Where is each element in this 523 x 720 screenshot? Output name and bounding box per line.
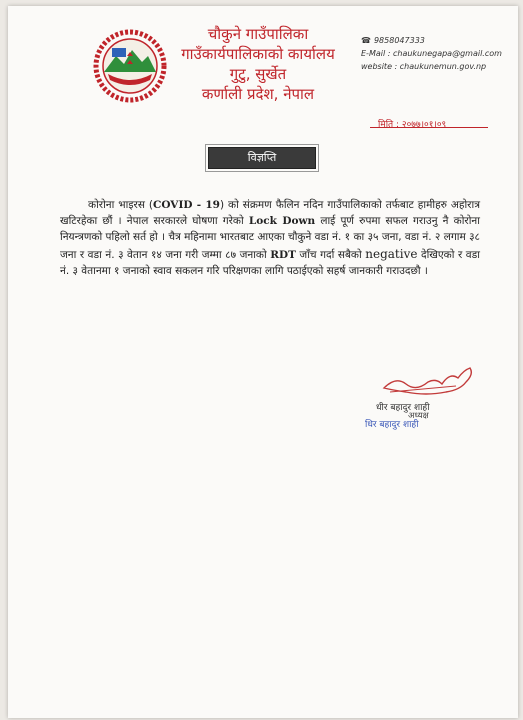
date-underline: [370, 127, 488, 128]
notice-title: विज्ञप्ति: [208, 147, 316, 169]
body-part-3: लाई पूर्ण रुपमा सफल गराउनु नै कोरोना नियन्त्रणको पहिलो सर्त हो । चैत्र महिनामा भारतबाट आएका चौकुने वडा नं. १ का ३५ जना, वडा नं. २ लगाम ३८ जना र वडा नं. ३ वेतान १४ जना गरी जम्मा ८७ जनाको: [60, 214, 480, 261]
document-page: [8, 6, 518, 718]
phone-number: 9858047333: [373, 36, 425, 45]
header-province: कर्णाली प्रदेश, नेपाल: [201, 85, 315, 103]
email-line: E-Mail : chaukunegapa@gmail.com: [361, 49, 502, 58]
header-municipality: चौकुने गाउँपालिका: [207, 25, 309, 43]
rdt-label: RDT: [270, 248, 296, 261]
body-part-1: कोरोना भाइरस (: [88, 198, 153, 211]
signatory-name: धीर बहादुर शाही: [376, 403, 430, 413]
phone-row: [361, 34, 502, 47]
phone-icon: ☎: [361, 36, 371, 45]
handwritten-signature: [376, 362, 482, 404]
signatory-stamp: धिर बहादुर शाही: [365, 420, 419, 430]
covid-label: COVID - 19: [152, 198, 220, 211]
body-part-4: जाँच गर्दा सबैको: [295, 248, 366, 261]
contact-block: [361, 34, 502, 73]
website-line: website : chaukunemun.gov.np: [361, 62, 487, 71]
lockdown-label: Lock Down: [248, 214, 316, 227]
signatory-title: अध्यक्ष: [408, 411, 429, 421]
document-date: मिति : २०७७।०१।०९: [378, 120, 447, 130]
header-office: गाउँकार्यपालिकाको कार्यालय: [181, 45, 335, 63]
body-part-2: ) को संक्रमण फैलिन नदिन गाउँपालिकाको तर्फबाट हामीहरु अहोरात्र खटिरहेका छौं । नेपाल सरकारले घोषणा गरेको: [60, 198, 480, 227]
office-header: [158, 24, 358, 104]
body-part-5: देखिएको र वडा नं. ३ वेतानमा १ जनाको स्वाव सकलन गरि परिक्षणका लागि पठाईएको सहर्ष जानकारी गराउदछौ ।: [60, 248, 480, 278]
negative-label: negative: [365, 246, 418, 261]
header-location: गुटु, सुर्खेत: [229, 65, 287, 83]
notice-body: [60, 197, 480, 280]
